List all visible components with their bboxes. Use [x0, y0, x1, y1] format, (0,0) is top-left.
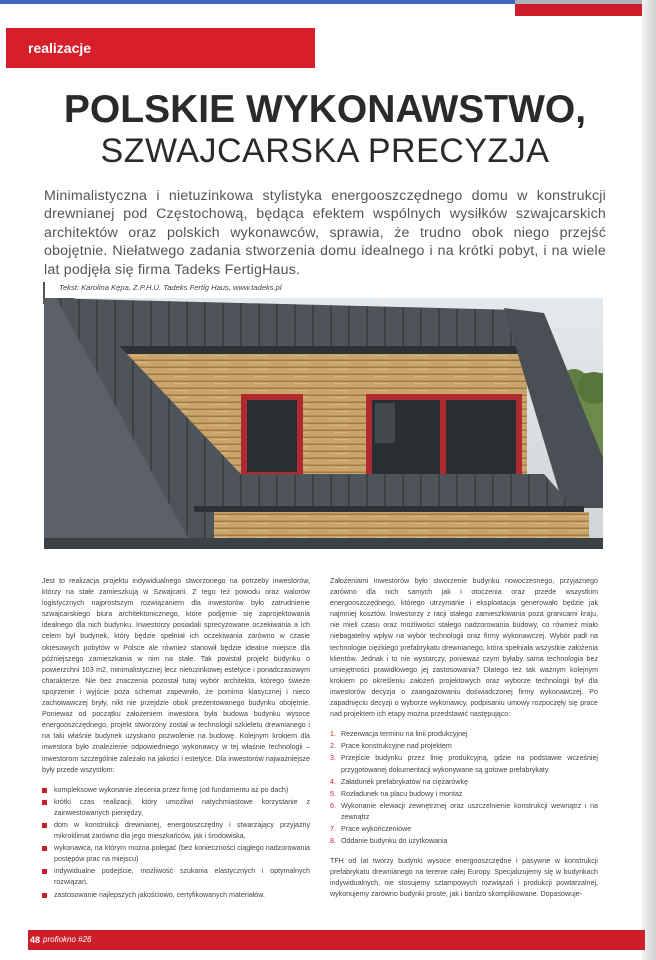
list-item: 2. Prace konstrukcyjne nad projektem — [330, 742, 452, 751]
bullet-square-icon — [42, 893, 47, 898]
article-title — [40, 89, 610, 171]
list-item: 6. Wykonanie elewacji zewnętrznej oraz uszczelnienie konstrukcji wewnątrz i na zewnątrz — [330, 801, 598, 821]
right-column — [330, 576, 598, 901]
list-item: 4. Załadunek prefabrykatów na ciężarówkę — [330, 777, 468, 786]
page-footer — [0, 930, 656, 950]
list-item: 3. Przejście budynku przez linię produkcyjną, gdzie na podstawie wcześniej przygotowanej dokumentacji wykonywane są gotowe prefabrykaty — [330, 754, 598, 774]
article-lead: Minimalistyczna i nietuzinkowa stylistyka energooszczędnego domu w konstrukcji drewnianej pod Częstochową, będąca efektem wspólnych wysiłków szwajcarskich architektów oraz polskich wykonawców, sprawia, że trudno obok niego przejść obojętnie. Niełatwego zadania stworzenia domu idealnego i na krótki pobyt, i na wiele lat podjęła się firma Tadeks FertigHaus. — [44, 188, 606, 278]
list-item: krótki czas realizacji, który umożliwi natychmiastowe korzystanie z zainwestowanych pieniędzy, — [42, 797, 310, 819]
house-photo — [44, 298, 603, 549]
requirements-list — [42, 785, 310, 901]
title-line-2: SZWAJCARSKA PRECYZJA — [100, 132, 550, 170]
author-credit: Tekst: Karolina Kępa, Z.P.H.U. Tadeks Fertig Haus, www.tadeks.pl — [43, 282, 282, 304]
project-steps-list — [330, 729, 598, 847]
bullet-square-icon — [42, 846, 47, 851]
top-rule-accent — [0, 0, 515, 4]
bullet-square-icon — [42, 869, 47, 874]
bullet-square-icon — [42, 788, 47, 793]
magazine-issue: profiokno #26 — [43, 935, 92, 944]
title-line-1: POLSKIE WYKONAWSTWO, — [63, 88, 587, 131]
top-corner-block — [515, 4, 643, 16]
list-item: 1. Rezerwacja terminu na linii produkcyjnej — [330, 730, 468, 739]
page-edge-shadow — [642, 0, 656, 960]
list-item: dom w konstrukcji drewnianej, energooszczędny i stwarzający przyjazny mikroklimat zarówno dla jego mieszkańców, jak i środowiska, — [42, 820, 310, 842]
footer-bar — [28, 930, 645, 950]
page-number: 48 — [30, 935, 41, 945]
list-item: 8. Oddanie budynku do użytkowania — [330, 837, 448, 846]
house-illustration — [44, 298, 603, 549]
left-intro: Jest to realizacja projektu indywidualnego stworzonego na potrzeby inwestorów, którzy na stałe zamieszkują w Szwajcarii. Z tego też powodu oraz walorów logistycznych najprostszym rozwiązaniem dla inwestorów było zatrudnienie szwajcarskiego biura architektonicznego, które podjęmie się zaprojektowania idealnego dla nich budynku. Inwestorzy posiadali sprecyzowane oczekiwania a ich celem był budynek, który będzie spełniał ich oczekiwania zarówno w czasie okresowych pobytów w Polsce ale również stanowił będzie idealne miejsce dla późniejszego zamieszkania w nim na stałe. Tak powstał projekt budynku o powierzchni 103 m2, minimalistycznej lecz nietuzinkowej estetyce i ponadczasowym charakterze. Nie bez znaczenia pozostał tutaj wybór architekta, którego świeże spojrzenie i wyjście poza schemat zapewniło, że pomimo klasycznej i nieco zachowawczej bryły, nikt nie przejdzie obok prezentowanego budynku obojętnie. Ponieważ od początku założeniem inwestora była budowa budynku wysoce energooszczędnego, projekt stworzony został w technologii szkieletu drewnianego i na taki właśnie budynek uzyskano pozwolenie na budowę. Kolejnym krokiem dla inwestora było znalezienie odpowiedniego wykonawcy w tej właśnie technologii – inwestorom szczególnie zależało na jakości i estetyce. Dla inwestorów najważniejsze były przede wszystkim: — [42, 577, 310, 774]
section-label: realizacje — [6, 28, 315, 68]
bullet-square-icon — [42, 800, 47, 805]
list-item: 5. Rozładunek na placu budowy i montaż — [330, 789, 463, 798]
list-item: wykonawca, na którym można polegać (bez konieczności ciągłego nadzorowania postępów prac na miejscu) — [42, 843, 310, 865]
list-item: zastosowanie najlepszych jakościowo, certyfikowanych materiałów. — [42, 890, 310, 901]
list-item: 7. Prace wykończeniowe — [330, 824, 412, 833]
right-intro: Założeniami inwestorów było stworzenie budynku nowoczesnego, przyjaznego zarówno dla nich samych jak i otoczenia oraz przede wszystkim energooszczędnego, którego utrzymanie i eksploatacja generowało będzie jak najmniej kosztów. Inwestorzy z racji stałego zamieszkiwania poza granicami kraju, nie mieli czasu oraz możliwości stałego nadzorowania budowy, co również miało niebagatelny wpływ na wybór technologii oraz firmy wykonawczej. Wybór padł na technologie ciężkiego prefabrykatu drewnianego, która spełniała wszystkie założenia klientów. Jednak i to nie wystarczy, ponieważ czym byłaby sama technologia bez umiejętności prawidłowego jej zastosowania? Dlatego też tak ważnym kolejnym krokiem po określeniu założeń projektowych oraz wyborze technologii był dla inwestorów decyzja o zaangażowaniu doświadczonej firmy wykonawczej. Po zapadnięciu decyzji o wyborze wykonawcy, podpisaniu umowy rozpoczęły się prace nad projektem ich etapy można przedstawić następująco: — [330, 577, 598, 719]
list-item: kompleksowe wykonanie zlecenia przez firmę (od fundamentu aż po dach) — [42, 785, 310, 796]
right-closing: TFH od lat tworzy budynki wysoce energooszczędne i pasywne w konstrukcji prefabrykatu drewnianego na terenie całej Europy. Specjalizujemy się w budynkach indywidualnych, nie stosujemy sztampowych rozwiązań i produkcji powtarzalnej, wykonujemy zarówno budynki proste, jak i bardzo skomplikowane. Dopasowuje- — [330, 857, 598, 899]
left-column — [42, 576, 310, 902]
list-item: indywidualne podejście, możliwość szukania elastycznych i optymalnych rozwiązań, — [42, 866, 310, 888]
bullet-square-icon — [42, 823, 47, 828]
